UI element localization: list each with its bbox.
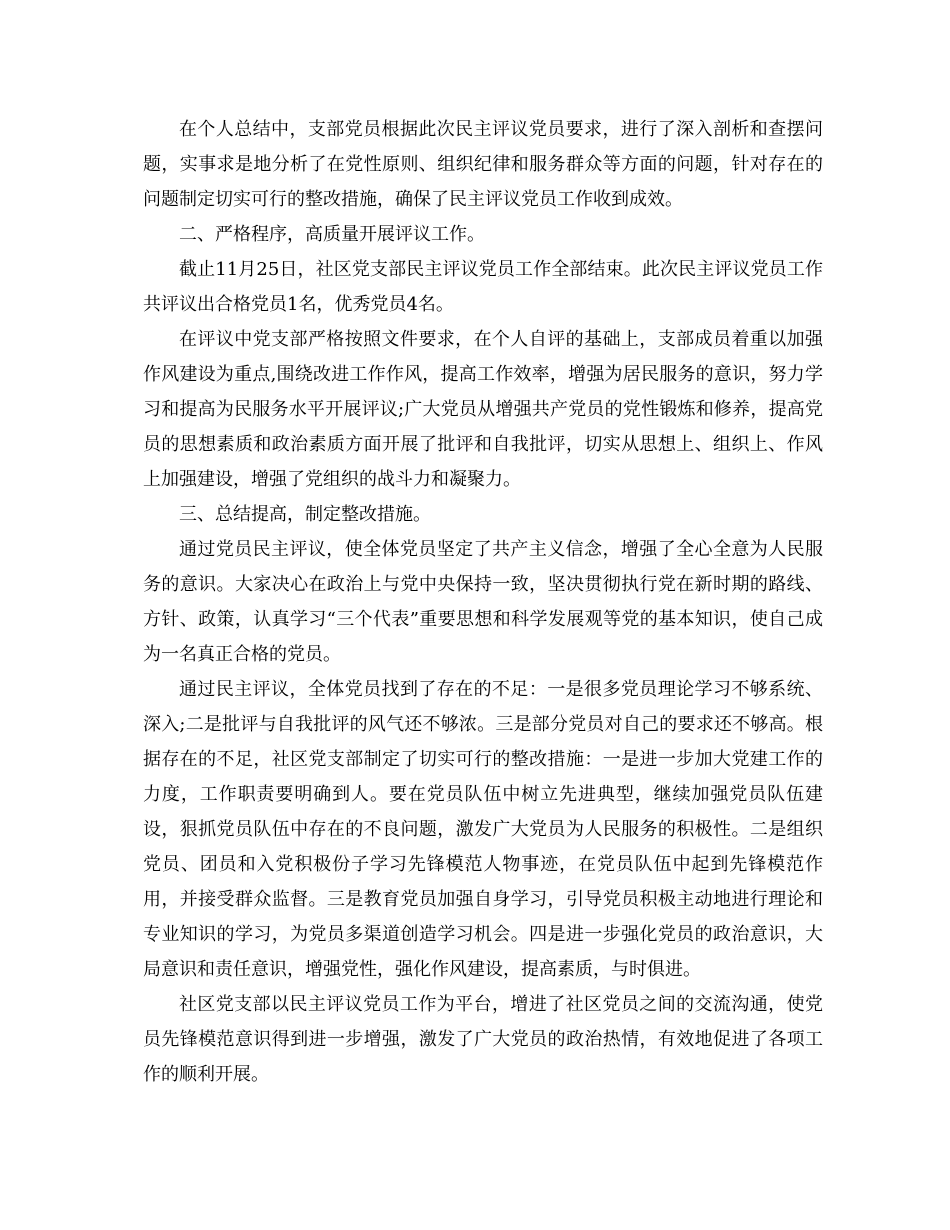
section-heading-summary-improvement: 三、总结提高，制定整改措施。 [179,504,431,525]
paragraph-belief-strengthening: 通过党员民主评议，使全体党员坚定了共产主义信念，增强了全心全意为人民服务的意识。大家决心在政治上与党中央保持一致，坚决贯彻执行党在新时期的路线、方针、政策，认真学习“三个代表”重要思想和科学发展观等党的基本知识，使自己成为一名真正合格的党员。 [143,539,823,665]
paragraph-personal-summary: 在个人总结中，支部党员根据此次民主评议党员要求，进行了深入剖析和查摆问题，实事求是地分析了在党性原则、组织纪律和服务群众等方面的问题，针对存在的问题制定切实可行的整改措施，确保了民主评议党员工作收到成效。 [143,119,823,210]
paragraph-evaluation-result: 截止11月25日，社区党支部民主评议党员工作全部结束。此次民主评议党员工作共评议出合格党员1名，优秀党员4名。 [143,259,823,315]
section-heading-strict-procedure: 二、严格程序，高质量开展评议工作。 [179,224,485,245]
paragraph-conclusion: 社区党支部以民主评议党员工作为平台，增进了社区党员之间的交流沟通，使党员先锋模范意识得到进一步增强，激发了广大党员的政治热情，有效地促进了各项工作的顺利开展。 [143,994,823,1085]
paragraph-evaluation-process: 在评议中党支部严格按照文件要求，在个人自评的基础上，支部成员着重以加强作风建设为重点,围绕改进工作作风，提高工作效率，增强为居民服务的意识，努力学习和提高为民服务水平开展评议;广大党员从增强共产党员的党性锻炼和修养，提高党员的思想素质和政治素质方面开展了批评和自我批评，切实从思想上、组织上、作风上加强建设，增强了党组织的战斗力和凝聚力。 [143,329,823,490]
paragraph-shortcomings-and-measures: 通过民主评议，全体党员找到了存在的不足：一是很多党员理论学习不够系统、深入;二是批评与自我批评的风气还不够浓。三是部分党员对自己的要求还不够高。根据存在的不足，社区党支部制定了切实可行的整改措施：一是进一步加大党建工作的力度，工作职责要明确到人。要在党员队伍中树立先进典型，继续加强党员队伍建设，狠抓党员队伍中存在的不良问题，激发广大党员为人民服务的积极性。二是组织党员、团员和入党积极份子学习先锋模范人物事迹，在党员队伍中起到先锋模范作用，并接受群众监督。三是教育党员加强自身学习，引导党员积极主动地进行理论和专业知识的学习，为党员多渠道创造学习机会。四是进一步强化党员的政治意识，大局意识和责任意识，增强党性，强化作风建设，提高素质，与时俱进。 [143,679,823,980]
document-body [143,112,823,1092]
